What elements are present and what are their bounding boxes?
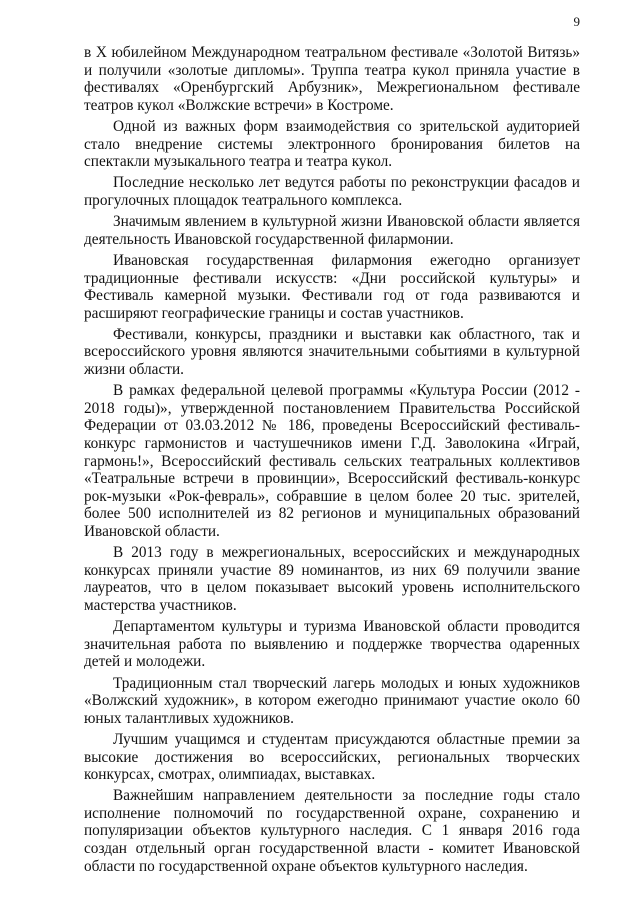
paragraph-regional-prizes: Лучшим учащимся и студентам присуждаются областные премии за высокие достижения во всероссийских, региональных творческих конкурсах, смотрах, олимпиадах, выставках.: [84, 730, 580, 784]
paragraph-heritage-protection: Важнейшим направлением деятельности за последние годы стало исполнение полномочий по государственной охране, сохранению и популяризации объектов культурного наследия. С 1 января 2016 года создан отдельный орган государственной власти - комитет Ивановской области по государственной охране объектов культурного наследия.: [84, 787, 580, 875]
paragraph-festivals-continuation: в Х юбилейном Международном театральном фестивале «Золотой Витязь» и получили «золотые дипломы». Труппа театра кукол приняла участие в фестивалях «Оренбургский Арбузник», Межрегиональном фестивале театров кукол «Волжские встречи» в Костроме.: [84, 44, 580, 114]
paragraph-competitions-2013: В 2013 году в межрегиональных, всероссийских и международных конкурсах приняли участие 89 номинантов, из них 69 получили звание лауреатов, что в целом показывает высокий уровень исполнительского мастерства участников.: [84, 544, 580, 614]
page-number: 9: [573, 14, 580, 29]
paragraph-federal-program: В рамках федеральной целевой программы «Культура России (2012 - 2018 годы)», утвержденной постановлением Правительства Российской Федерации от 03.03.2012 № 186, проведены Всероссийский фестиваль-конкурс гармонистов и частушечников имени Г.Д. Заволокина «Играй, гармонь!», Всероссийский фестиваль сельских театральных коллективов «Театральные встречи в провинции», Всероссийский фестиваль-конкурс рок-музыки «Рок-февраль», собравшие в целом более 20 тыс. зрителей, более 500 исполнителей из 82 регионов и муниципальных образований Ивановской области.: [84, 382, 580, 540]
paragraph-gifted-children: Департаментом культуры и туризма Ивановской области проводится значительная работа по выявлению и поддержке творчества одаренных детей и молодежи.: [84, 618, 580, 671]
paragraph-art-camp: Традиционным стал творческий лагерь молодых и юных художников «Волжский художник», в котором ежегодно принимают участие около 60 юных талантливых художников.: [84, 674, 580, 727]
paragraph-reconstruction: Последние несколько лет ведутся работы по реконструкции фасадов и прогулочных площадок театрального комплекса.: [84, 174, 580, 209]
paragraph-ticket-booking: Одной из важных форм взаимодействия со зрительской аудиторией стало внедрение системы электронного бронирования билетов на спектакли музыкального театра и театра кукол.: [84, 117, 580, 171]
paragraph-events: Фестивали, конкурсы, праздники и выставки как областного, так и всероссийского уровня являются значительными событиями в культурной жизни области.: [84, 325, 580, 379]
document-body: [84, 44, 580, 879]
paragraph-philharmonic-festivals: Ивановская государственная филармония ежегодно организует традиционные фестивали искусств: «Дни российской культуры» и Фестиваль камерной музыки. Фестивали год от года развиваются и расширяют географические границы и состав участников.: [84, 251, 580, 322]
paragraph-philharmonic-intro: Значимым явлением в культурной жизни Ивановской области является деятельность Ивановской государственной филармонии.: [84, 213, 580, 248]
